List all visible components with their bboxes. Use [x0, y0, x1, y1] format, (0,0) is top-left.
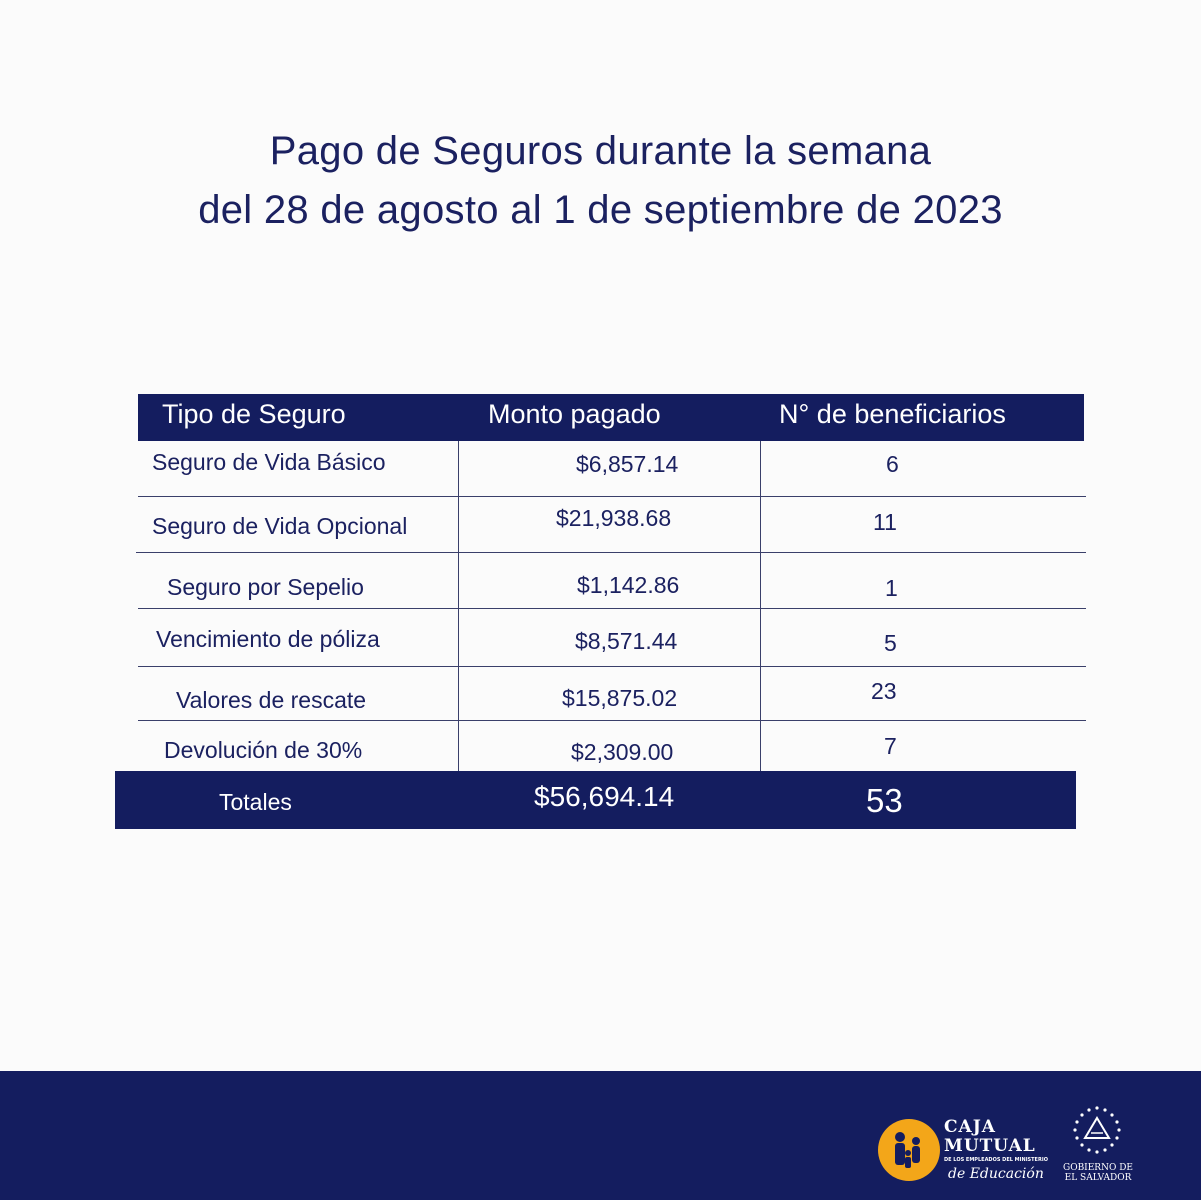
- header-tipo: Tipo de Seguro: [162, 399, 346, 429]
- caja-mutual-line4: de Educación: [948, 1166, 1044, 1182]
- caja-mutual-logo-icon: [878, 1119, 940, 1181]
- row-divider: [138, 496, 1086, 497]
- cell-monto: $1,142.86: [577, 572, 680, 598]
- caja-mutual-line1: CAJA: [944, 1117, 996, 1137]
- table-header: [138, 394, 1084, 441]
- totals-row: [115, 771, 1076, 829]
- totals-label: Totales: [219, 789, 292, 815]
- cell-beneficiarios: 6: [886, 451, 899, 477]
- totals-monto: $56,694.14: [534, 781, 675, 812]
- cell-monto: $2,309.00: [571, 739, 674, 765]
- cell-beneficiarios: 11: [873, 509, 897, 535]
- cell-tipo: Valores de rescate: [176, 687, 367, 713]
- row-divider: [138, 608, 1086, 609]
- column-divider: [760, 441, 761, 773]
- cell-beneficiarios: 7: [884, 733, 897, 759]
- header-monto: Monto pagado: [488, 399, 661, 429]
- el-salvador-seal-icon: [1067, 1102, 1127, 1162]
- gobierno-line2: EL SALVADOR: [1064, 1173, 1132, 1183]
- row-divider: [138, 720, 1086, 721]
- title-line-2: del 28 de agosto al 1 de septiembre de 2023: [198, 188, 1003, 232]
- cell-beneficiarios: 5: [884, 630, 897, 656]
- header-beneficiarios: N° de beneficiarios: [779, 399, 1006, 429]
- cell-tipo: Seguro por Sepelio: [167, 574, 364, 600]
- cell-beneficiarios: 23: [871, 678, 897, 704]
- row-divider: [138, 666, 1086, 667]
- column-divider: [458, 441, 459, 773]
- page-title: [0, 122, 1201, 240]
- cell-monto: $21,938.68: [556, 505, 672, 531]
- cell-monto: $8,571.44: [575, 628, 678, 654]
- title-line-1: Pago de Seguros durante la semana: [269, 129, 932, 173]
- cell-tipo: Seguro de Vida Opcional: [152, 513, 408, 539]
- cell-monto: $6,857.14: [576, 451, 679, 477]
- cell-beneficiarios: 1: [885, 575, 898, 601]
- gobierno-el-salvador-text: [1058, 1163, 1138, 1183]
- gobierno-line1: GOBIERNO DE: [1063, 1163, 1133, 1173]
- cell-monto: $15,875.02: [562, 685, 678, 711]
- cell-tipo: Seguro de Vida Básico: [152, 449, 386, 475]
- row-divider: [136, 552, 1086, 553]
- caja-mutual-line3: DE LOS EMPLEADOS DEL MINISTERIO: [944, 1157, 1048, 1163]
- cell-tipo: Vencimiento de póliza: [156, 626, 380, 652]
- caja-mutual-line2: MUTUAL: [944, 1136, 1036, 1156]
- cell-tipo: Devolución de 30%: [164, 737, 363, 763]
- totals-beneficiarios: 53: [866, 782, 903, 819]
- family-icon: [878, 1119, 940, 1181]
